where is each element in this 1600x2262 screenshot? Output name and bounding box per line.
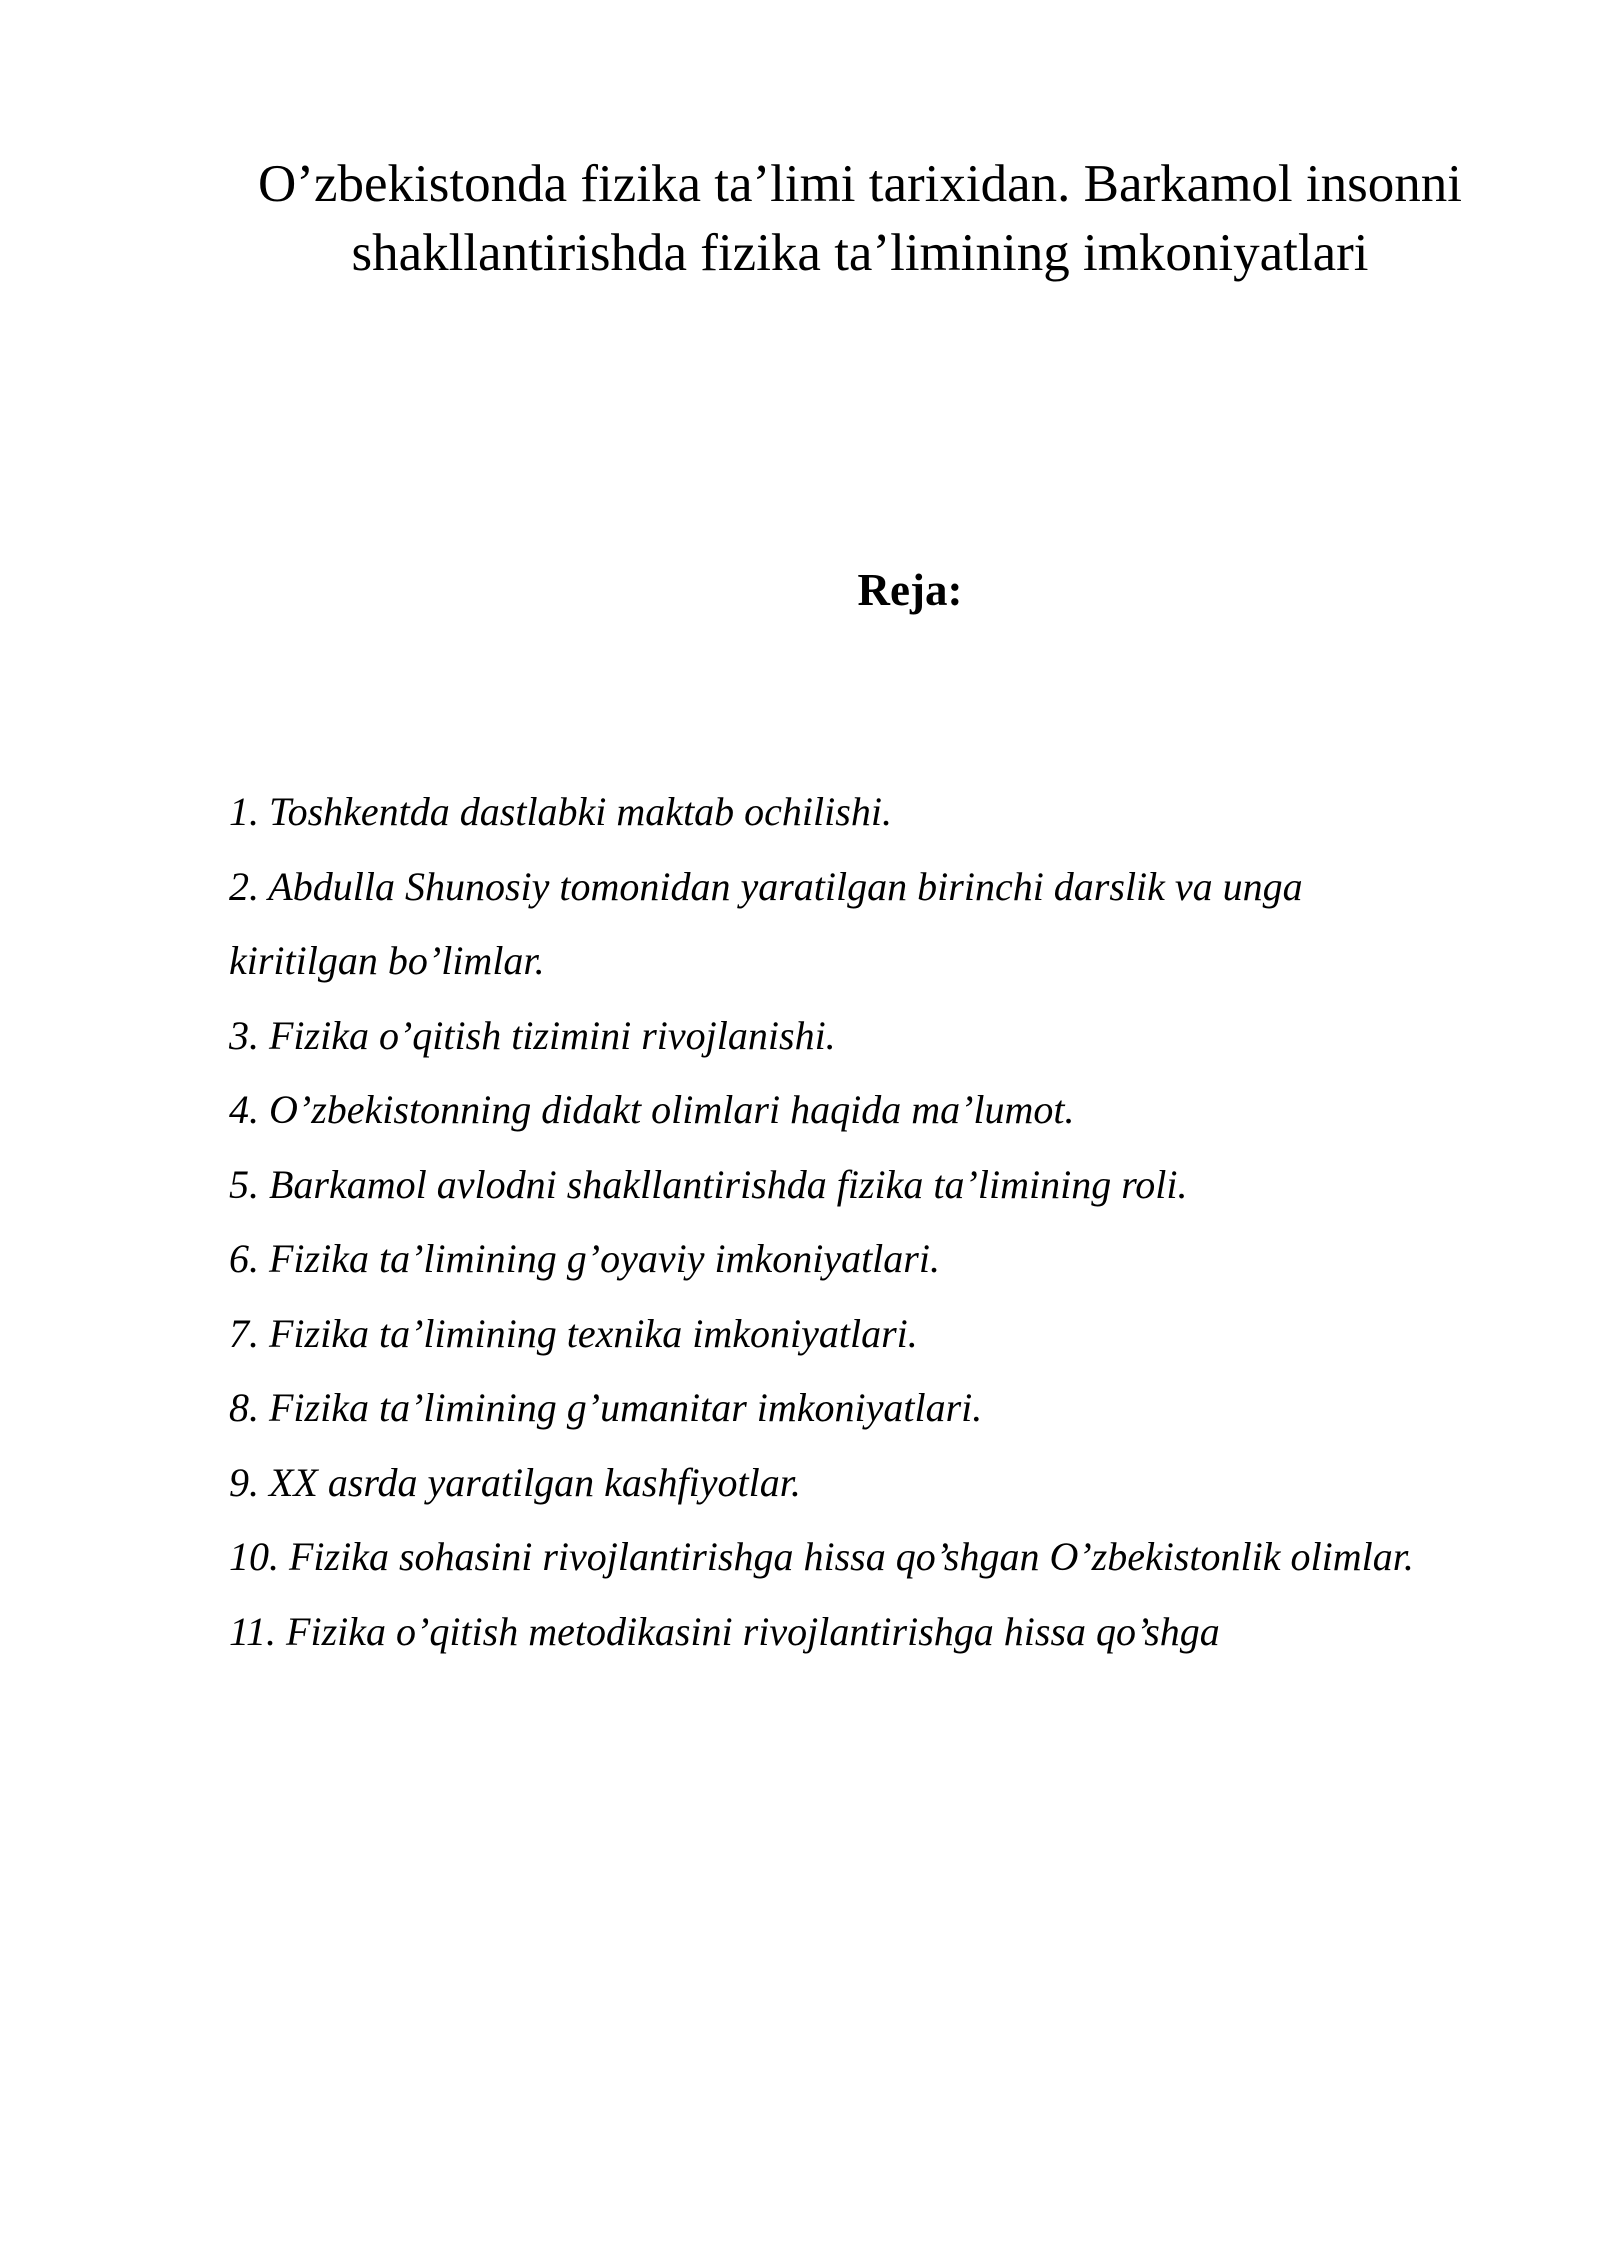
plan-item-4: 4. O’zbekistonning didakt olimlari haqida ma’lumot. (229, 1087, 1075, 1132)
plan-item-2: 2. Abdulla Shunosiy tomonidan yaratilgan birinchi darslik va unga kiritilgan bo’limlar. (229, 863, 1303, 983)
plan-item-10: 10. Fizika sohasini rivojlantirishga hissa qo’shgan O’zbekistonlik olimlar. (229, 1534, 1414, 1579)
plan-item-8: 8. Fizika ta’limining g’umanitar imkoniyatlari. (229, 1385, 983, 1430)
plan-heading: Reja: (857, 565, 963, 615)
plan-item-1: 1. Toshkentda dastlabki maktab ochilishi. (229, 789, 892, 834)
plan-item-5: 5. Barkamol avlodni shakllantirishda fizika ta’limining roli. (229, 1161, 1188, 1207)
plan-item-6: 6. Fizika ta’limining g’oyaviy imkoniyatlari. (229, 1236, 940, 1281)
plan-item-3: 3. Fizika o’qitish tizimini rivojlanishi. (229, 1012, 836, 1058)
plan-item-9: 9. XX asrda yaratilgan kashfiyotlar. (229, 1459, 801, 1505)
document-title: O’zbekistonda fizika ta’limi tarixidan. Barkamol insonni shakllantirishda fizika ta’limining imkoniyatlari (258, 155, 1462, 282)
plan-item-11: 11. Fizika o’qitish metodikasini rivojlantirishga hissa qo’shga (229, 1608, 1220, 1654)
plan-item-7: 7. Fizika ta’limining texnika imkoniyatlari. (229, 1310, 918, 1356)
plan-list (229, 775, 1449, 1669)
